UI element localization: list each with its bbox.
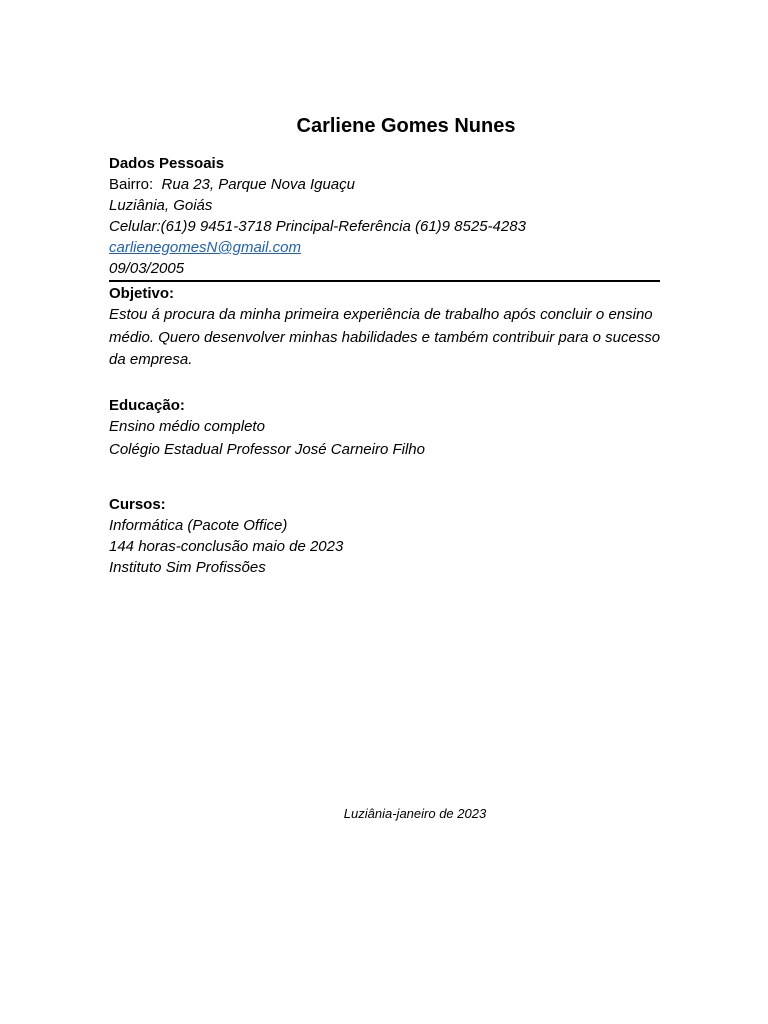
page-title: Carliene Gomes Nunes: [296, 115, 516, 137]
email-line: [109, 237, 661, 258]
education-section: [109, 395, 661, 461]
course-line: Informática (Pacote Office): [109, 517, 288, 534]
personal-data-heading: Dados Pessoais: [109, 155, 225, 172]
address-label: Bairro:: [109, 176, 154, 193]
education-line: Colégio Estadual Professor José Carneiro Filho: [109, 440, 425, 458]
place-date-footer: Luziânia-janeiro de 2023: [343, 806, 487, 821]
objective-heading: Objetivo:: [109, 285, 175, 302]
education-line: Ensino médio completo: [109, 418, 265, 435]
city-line: Luziânia, Goiás: [109, 197, 213, 214]
course-line: Instituto Sim Profissões: [109, 559, 266, 576]
address-value: Rua 23, Parque Nova Iguaçu: [161, 176, 355, 193]
courses-section: [109, 494, 661, 578]
objective-text: Estou á procura da minha primeira experiência de trabalho após concluir o ensino médio. Quero desenvolver minhas habilidades e também contribuir para o sucesso da empresa.: [109, 306, 661, 368]
course-line: 144 horas-conclusão maio de 2023: [109, 538, 344, 555]
objective-section: [109, 283, 661, 372]
education-heading: Educação:: [109, 397, 185, 414]
personal-data-section: [109, 153, 661, 279]
courses-heading: Cursos:: [109, 496, 166, 513]
birthdate-line: 09/03/2005: [109, 260, 185, 277]
phone-line: Celular:(61)9 9451-3718 Principal-Referência (61)9 8525-4283: [109, 218, 526, 235]
section-divider: [109, 280, 660, 282]
email-link[interactable]: carlienegomesN@gmail.com: [109, 239, 301, 256]
address-line: [109, 174, 661, 195]
